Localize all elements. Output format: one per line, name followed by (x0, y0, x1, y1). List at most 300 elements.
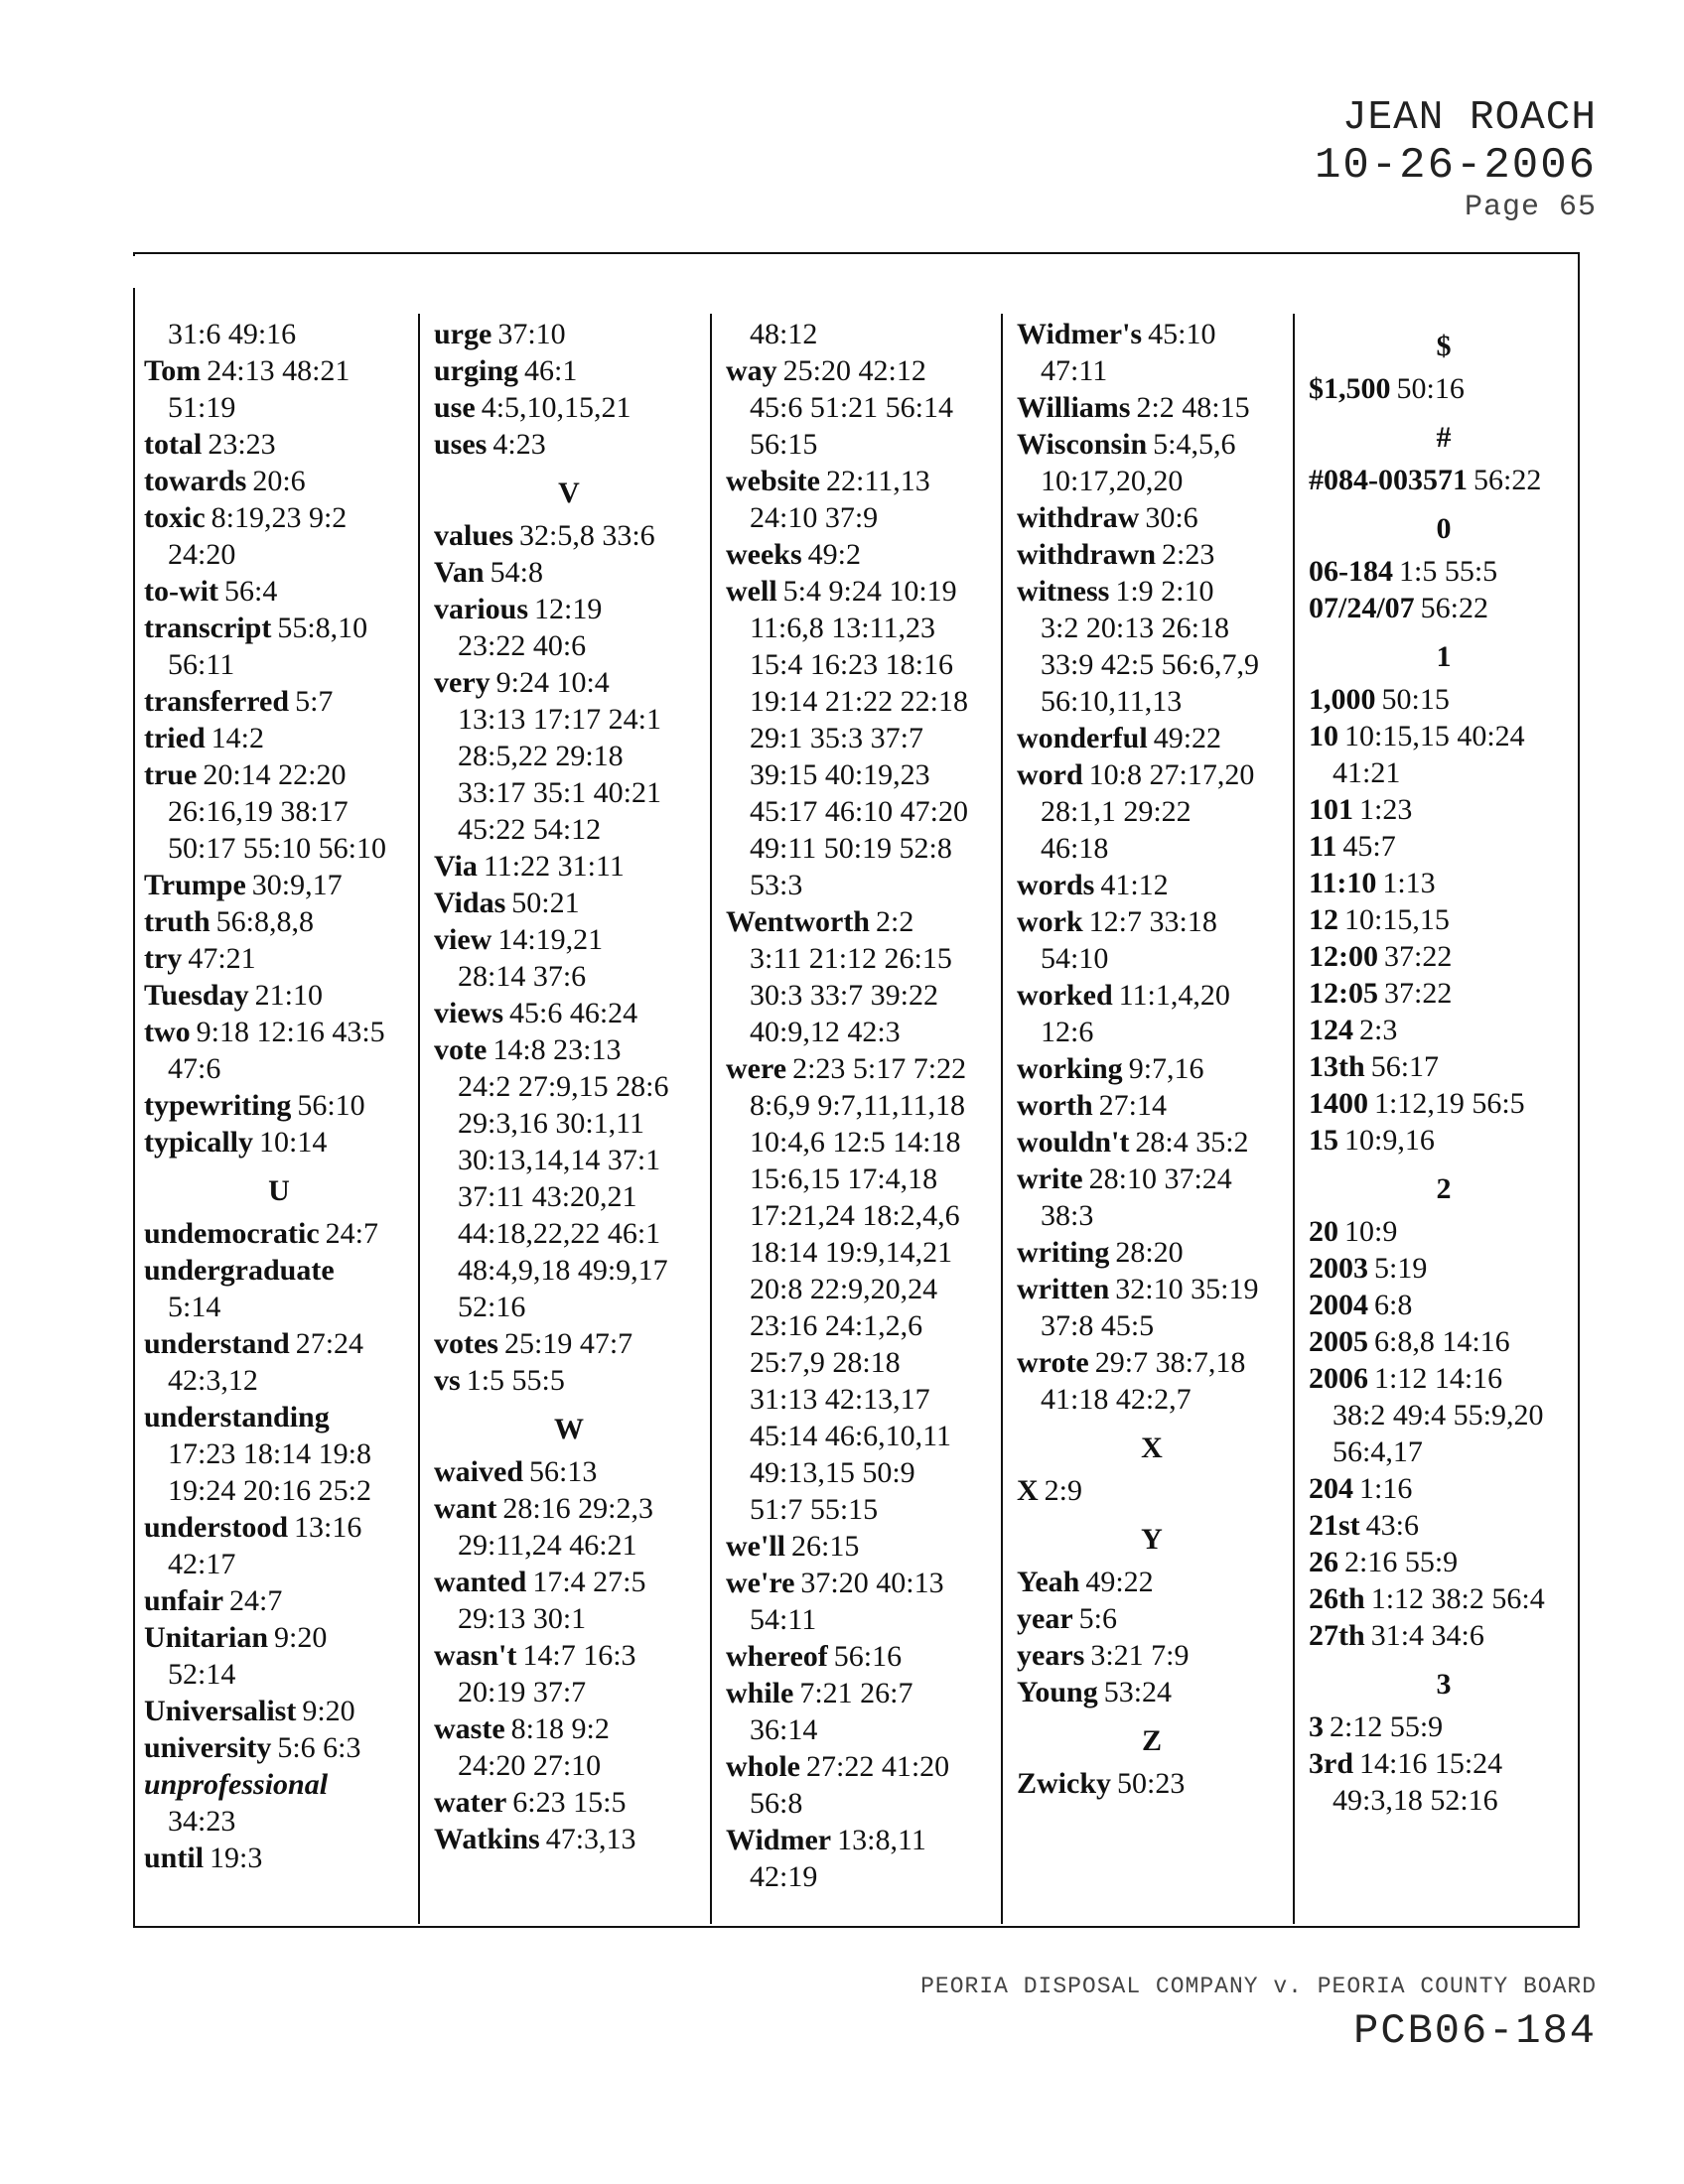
index-term: 13th (1309, 1050, 1365, 1083)
header-date: 10-26-2006 (1314, 141, 1597, 191)
index-entry (434, 352, 704, 389)
index-term: X (1017, 1474, 1039, 1507)
index-term: years (1017, 1639, 1085, 1672)
page-line-refs: 43:6 (1365, 1509, 1420, 1542)
page-line-refs: 41:12 (1100, 869, 1169, 901)
index-entry (1017, 1600, 1287, 1637)
index-entry (434, 1031, 704, 1068)
index-entry (144, 1325, 414, 1362)
entry-continuation: 41:21 (1333, 756, 1401, 789)
page-line-refs: 10:15,15 40:24 (1344, 720, 1525, 752)
index-entry (1309, 1470, 1579, 1507)
index-entry (1309, 938, 1579, 975)
entry-continuation: 52:16 (458, 1291, 526, 1323)
page-line-refs: 28:10 37:24 (1088, 1162, 1232, 1195)
page-line-refs: 56:13 (529, 1455, 598, 1488)
page-line-refs: 50:16 (1396, 372, 1465, 405)
page-line-refs: 22:11,13 (825, 465, 930, 497)
index-term: Wisconsin (1017, 428, 1148, 461)
entry-continuation: 45:22 54:12 (458, 813, 602, 846)
index-entry (1309, 1085, 1579, 1122)
index-term: various (434, 593, 529, 625)
index-term: Van (434, 556, 485, 589)
index-entry (1017, 1087, 1287, 1124)
page-line-refs: 25:20 42:12 (782, 354, 926, 387)
header-page-number: Page 65 (1464, 191, 1597, 224)
entry-continuation: 33:17 35:1 40:21 (458, 776, 662, 809)
index-entry (726, 903, 996, 940)
page-line-refs: 1:12 38:2 56:4 (1370, 1582, 1545, 1615)
page-line-refs: 37:22 (1384, 940, 1453, 973)
index-entry (144, 720, 414, 756)
entry-continuation: 51:7 55:15 (750, 1493, 879, 1526)
entry-continuation: 51:19 (168, 391, 236, 424)
index-entry (144, 1252, 414, 1289)
entry-continuation: 29:3,16 30:1,11 (458, 1107, 645, 1140)
column-divider (1001, 314, 1003, 1924)
entry-continuation: 5:14 (168, 1291, 221, 1323)
page-line-refs: 12:19 (534, 593, 603, 625)
index-entry (1017, 1637, 1287, 1674)
index-term: 2005 (1309, 1325, 1368, 1358)
entry-continuation: 12:6 (1041, 1016, 1094, 1048)
index-term: we're (726, 1567, 795, 1599)
page-line-refs: 6:23 15:5 (512, 1786, 627, 1819)
index-term: whole (726, 1750, 800, 1783)
index-term: Zwicky (1017, 1767, 1112, 1800)
entry-continuation: 45:6 51:21 56:14 (750, 391, 954, 424)
index-term: urging (434, 354, 519, 387)
index-term: 3 (1309, 1710, 1324, 1743)
page-line-refs: 11:22 31:11 (483, 850, 625, 883)
section-letter: V (558, 477, 580, 509)
index-entry (1309, 553, 1579, 590)
index-term: Universalist (144, 1695, 297, 1727)
index-entry (434, 591, 704, 627)
page-line-refs: 1:9 2:10 (1115, 575, 1214, 608)
index-entry (1017, 316, 1287, 352)
index-term: toxic (144, 501, 206, 534)
index-term: write (1017, 1162, 1083, 1195)
index-entry (144, 1399, 414, 1435)
page-line-refs: 9:20 (274, 1621, 328, 1654)
page-line-refs: 7:21 26:7 (799, 1677, 913, 1709)
entry-continuation: 47:11 (1041, 354, 1108, 387)
index-entry (1017, 1765, 1287, 1802)
index-term: Wentworth (726, 905, 870, 938)
index-entry (144, 1619, 414, 1656)
index-term: Widmer's (1017, 318, 1143, 350)
page-line-refs: 50:23 (1117, 1767, 1186, 1800)
page-line-refs: 14:7 16:3 (522, 1639, 636, 1672)
index-entry (1017, 1124, 1287, 1160)
index-entry (144, 426, 414, 463)
index-term: understanding (144, 1401, 330, 1433)
page-line-refs: 24:13 48:21 (207, 354, 351, 387)
page-line-refs: 21:10 (254, 979, 323, 1012)
page-line-refs: 1:16 (1359, 1472, 1413, 1505)
page-line-refs: 2:23 (1162, 538, 1215, 571)
index-entry (1017, 977, 1287, 1014)
index-entry (144, 1215, 414, 1252)
entry-continuation: 41:18 42:2,7 (1041, 1383, 1192, 1416)
index-term: total (144, 428, 203, 461)
index-entry (1017, 1344, 1287, 1381)
page-line-refs: 19:3 (210, 1842, 263, 1874)
page-line-refs: 2:12 55:9 (1330, 1710, 1444, 1743)
index-term: weeks (726, 538, 802, 571)
section-letter: 2 (1436, 1172, 1452, 1205)
frame-gap (123, 256, 139, 288)
index-entry (434, 848, 704, 885)
entry-continuation: 49:3,18 52:16 (1333, 1784, 1498, 1817)
page-line-refs: 13:8,11 (837, 1824, 926, 1856)
section-letter: U (268, 1174, 290, 1207)
index-term: waived (434, 1455, 523, 1488)
index-term: 1400 (1309, 1087, 1368, 1120)
index-term: website (726, 465, 820, 497)
index-entry (1017, 1674, 1287, 1710)
page-line-refs: 56:4 (223, 575, 278, 608)
entry-continuation: 38:2 49:4 55:9,20 (1333, 1399, 1544, 1432)
index-term: 101 (1309, 793, 1353, 826)
section-letter: Y (1141, 1523, 1163, 1556)
index-entry (1309, 1287, 1579, 1323)
section-letter: 1 (1436, 640, 1452, 673)
index-entry (434, 995, 704, 1031)
index-term: worked (1017, 979, 1113, 1012)
column-divider (710, 314, 712, 1924)
index-term: towards (144, 465, 247, 497)
header-witness-name: JEAN ROACH (1341, 95, 1597, 141)
index-term: vs (434, 1364, 461, 1397)
entry-continuation: 49:11 50:19 52:8 (750, 832, 952, 865)
page-line-refs: 2:16 55:9 (1344, 1546, 1459, 1578)
page-line-refs: 26:15 (791, 1530, 860, 1563)
page-line-refs: 47:21 (188, 942, 256, 975)
page-line-refs: 56:22 (1420, 592, 1489, 624)
index-term: 20 (1309, 1215, 1338, 1248)
entry-continuation: 34:23 (168, 1805, 236, 1838)
page-line-refs: 28:4 35:2 (1135, 1126, 1249, 1159)
index-entry (144, 683, 414, 720)
entry-continuation: 54:11 (750, 1603, 817, 1636)
section-letter: 0 (1436, 512, 1452, 545)
page-line-refs: 4:23 (492, 428, 546, 461)
index-entry (1309, 901, 1579, 938)
page-line-refs: 50:21 (511, 887, 580, 919)
index-term: Tuesday (144, 979, 249, 1012)
index-term: 10 (1309, 720, 1338, 752)
index-entry (434, 1362, 704, 1399)
page-line-refs: 2:2 (876, 905, 914, 938)
page-line-refs: 10:15,15 (1344, 903, 1450, 936)
page-line-refs: 2:9 (1044, 1474, 1083, 1507)
section-letter: 3 (1436, 1668, 1452, 1701)
page-line-refs: 1:23 (1359, 793, 1413, 826)
index-entry (144, 1840, 414, 1876)
index-term: wanted (434, 1566, 527, 1598)
page-line-refs: 27:14 (1098, 1089, 1167, 1122)
entry-continuation: 45:17 46:10 47:20 (750, 795, 969, 828)
index-term: 1,000 (1309, 683, 1376, 716)
entry-continuation: 8:6,9 9:7,11,11,18 (750, 1089, 965, 1122)
index-entry (1309, 370, 1579, 407)
index-entry (434, 664, 704, 701)
index-entry (1017, 720, 1287, 756)
page-line-refs: 8:19,23 9:2 (210, 501, 348, 534)
index-entry (434, 554, 704, 591)
index-entry (144, 1582, 414, 1619)
index-term: 3rd (1309, 1747, 1353, 1780)
section-letter: # (1436, 421, 1452, 454)
index-term: work (1017, 905, 1083, 938)
index-term: 124 (1309, 1014, 1353, 1046)
entry-continuation: 28:1,1 29:22 (1041, 795, 1192, 828)
index-entry (1017, 536, 1287, 573)
index-entry (1309, 462, 1579, 498)
page-line-refs: 3:21 7:9 (1090, 1639, 1190, 1672)
index-term: way (726, 354, 777, 387)
index-entry (1309, 1012, 1579, 1048)
index-entry (1309, 1213, 1579, 1250)
index-entry (144, 610, 414, 646)
index-entry (434, 1821, 704, 1857)
index-term: try (144, 942, 183, 975)
index-entry (144, 1766, 414, 1803)
page-line-refs: 1:5 55:5 (1399, 555, 1498, 588)
index-term: transferred (144, 685, 290, 718)
index-term: transcript (144, 612, 272, 644)
page-line-refs: 27:24 (295, 1327, 364, 1360)
index-term: Trumpe (144, 869, 246, 901)
index-entry (1017, 867, 1287, 903)
index-entry (726, 1565, 996, 1601)
index-entry (434, 1453, 704, 1490)
index-term: very (434, 666, 491, 699)
column-divider (418, 314, 420, 1924)
index-entry (144, 903, 414, 940)
index-entry (434, 1784, 704, 1821)
entry-continuation: 56:10,11,13 (1041, 685, 1183, 718)
index-term: 15 (1309, 1124, 1338, 1157)
index-term: to-wit (144, 575, 218, 608)
index-entry (1309, 1708, 1579, 1745)
page-line-refs: 1:13 (1382, 867, 1436, 899)
page-line-refs: 32:5,8 33:6 (519, 519, 655, 552)
index-term: 2006 (1309, 1362, 1368, 1395)
index-entry (144, 977, 414, 1014)
page-line-refs: 14:19,21 (497, 923, 604, 956)
index-term: $1,500 (1309, 372, 1391, 405)
index-term: we'll (726, 1530, 785, 1563)
entry-continuation: 13:13 17:17 24:1 (458, 703, 662, 736)
index-term: Watkins (434, 1823, 540, 1855)
entry-continuation: 36:14 (750, 1713, 818, 1746)
index-term: typewriting (144, 1089, 292, 1122)
entry-continuation: 48:12 (750, 318, 818, 350)
index-entry (1017, 426, 1287, 463)
entry-continuation: 46:18 (1041, 832, 1109, 865)
index-entry (144, 499, 414, 536)
index-entry (1309, 975, 1579, 1012)
index-term: undemocratic (144, 1217, 320, 1250)
page-line-refs: 5:6 (1078, 1602, 1117, 1635)
index-term: witness (1017, 575, 1110, 608)
page-line-refs: 10:8 27:17,20 (1088, 758, 1255, 791)
column-divider (1293, 314, 1295, 1924)
index-term: while (726, 1677, 794, 1709)
page-line-refs: 25:19 47:7 (503, 1327, 633, 1360)
entry-continuation: 18:14 19:9,14,21 (750, 1236, 953, 1269)
entry-continuation: 38:3 (1041, 1199, 1094, 1232)
index-entry (434, 316, 704, 352)
page-line-refs: 49:2 (807, 538, 861, 571)
index-entry (726, 463, 996, 499)
entry-continuation: 3:2 20:13 26:18 (1041, 612, 1230, 644)
index-term: words (1017, 869, 1095, 901)
entry-continuation: 37:11 43:20,21 (458, 1180, 637, 1213)
index-entry (1309, 1544, 1579, 1580)
index-entry (1017, 1160, 1287, 1197)
index-term: waste (434, 1712, 505, 1745)
page-line-refs: 45:7 (1342, 830, 1396, 863)
page-line-refs: 5:19 (1374, 1252, 1428, 1285)
index-term: written (1017, 1273, 1110, 1305)
index-term: university (144, 1731, 272, 1764)
page-line-refs: 1:12 14:16 (1374, 1362, 1503, 1395)
index-entry (1309, 791, 1579, 828)
entry-continuation: 23:22 40:6 (458, 629, 587, 662)
section-letter: Z (1141, 1724, 1162, 1757)
index-term: votes (434, 1327, 498, 1360)
entry-continuation: 44:18,22,22 46:1 (458, 1217, 661, 1250)
entry-continuation: 56:11 (168, 648, 235, 681)
page-line-refs: 20:14 22:20 (203, 758, 347, 791)
index-term: truth (144, 905, 210, 938)
index-entry (1309, 1580, 1579, 1617)
page-line-refs: 45:6 46:24 (509, 997, 638, 1029)
index-entry (434, 389, 704, 426)
page-line-refs: 13:16 (294, 1511, 362, 1544)
page-line-refs: 53:24 (1103, 1676, 1173, 1708)
index-term: unfair (144, 1584, 224, 1617)
index-column-1 (144, 316, 414, 1876)
entry-continuation: 31:6 49:16 (168, 318, 297, 350)
entry-continuation: 53:3 (750, 869, 803, 901)
index-term: withdraw (1017, 501, 1140, 534)
index-term: 27th (1309, 1619, 1365, 1652)
index-term: whereof (726, 1640, 828, 1673)
index-column-4 (1017, 316, 1287, 1802)
index-entry (144, 867, 414, 903)
index-term: undergraduate (144, 1254, 335, 1287)
index-entry (1309, 1323, 1579, 1360)
section-letter: $ (1436, 330, 1452, 362)
page-line-refs: 49:22 (1085, 1566, 1154, 1598)
page-line-refs: 56:10 (297, 1089, 365, 1122)
index-entry (144, 1124, 414, 1160)
index-entry (1309, 1745, 1579, 1782)
index-term: values (434, 519, 514, 552)
page-line-refs: 5:7 (295, 685, 334, 718)
page-line-refs: 37:22 (1384, 977, 1453, 1010)
index-term: use (434, 391, 476, 424)
index-term: well (726, 575, 777, 608)
entry-continuation: 26:16,19 38:17 (168, 795, 349, 828)
page-line-refs: 28:20 (1115, 1236, 1184, 1269)
entry-continuation: 28:14 37:6 (458, 960, 587, 993)
index-entry (1017, 1050, 1287, 1087)
entry-continuation: 42:3,12 (168, 1364, 258, 1397)
entry-continuation: 28:5,22 29:18 (458, 740, 624, 772)
index-term: writing (1017, 1236, 1110, 1269)
entry-continuation: 10:17,20,20 (1041, 465, 1184, 497)
entry-continuation: 49:13,15 50:9 (750, 1456, 915, 1489)
page-line-refs: 6:8 (1374, 1289, 1413, 1321)
index-term: Williams (1017, 391, 1131, 424)
page-line-refs: 5:6 6:3 (277, 1731, 361, 1764)
page-line-refs: 29:7 38:7,18 (1094, 1346, 1246, 1379)
entry-continuation: 47:6 (168, 1052, 221, 1085)
index-term: Widmer (726, 1824, 832, 1856)
index-term: 11 (1309, 830, 1337, 863)
page-line-refs: 20:6 (252, 465, 306, 497)
index-entry (434, 1564, 704, 1600)
index-term: Young (1017, 1676, 1098, 1708)
index-entry (434, 1637, 704, 1674)
index-entry (144, 1693, 414, 1729)
index-column-5 (1309, 316, 1579, 1819)
page-line-refs: 2:2 48:15 (1136, 391, 1250, 424)
index-entry (1017, 756, 1287, 793)
index-term: two (144, 1016, 191, 1048)
index-entry (1017, 1564, 1287, 1600)
index-entry (1017, 1271, 1287, 1307)
index-term: Vidas (434, 887, 506, 919)
index-term: uses (434, 428, 488, 461)
index-entry (726, 1822, 996, 1858)
index-term: vote (434, 1033, 488, 1066)
entry-continuation: 20:19 37:7 (458, 1676, 587, 1708)
page-line-refs: 1:5 55:5 (466, 1364, 565, 1397)
footer-case-number: PCB06-184 (1353, 2007, 1597, 2055)
index-term: view (434, 923, 492, 956)
page-line-refs: 37:10 (497, 318, 566, 350)
page-line-refs: 47:3,13 (545, 1823, 636, 1855)
index-column-2 (434, 316, 704, 1857)
entry-continuation: 24:20 27:10 (458, 1749, 602, 1782)
entry-continuation: 50:17 55:10 56:10 (168, 832, 387, 865)
entry-continuation: 48:4,9,18 49:9,17 (458, 1254, 668, 1287)
index-entry (434, 517, 704, 554)
entry-continuation: 56:8 (750, 1787, 803, 1820)
entry-continuation: 42:17 (168, 1548, 236, 1580)
index-entry (1309, 828, 1579, 865)
index-term: views (434, 997, 503, 1029)
page-line-refs: 50:15 (1381, 683, 1450, 716)
page-line-refs: 27:22 41:20 (806, 1750, 950, 1783)
page-line-refs: 8:18 9:2 (510, 1712, 610, 1745)
page-line-refs: 9:20 (302, 1695, 355, 1727)
index-entry (1309, 1250, 1579, 1287)
index-term: 12:00 (1309, 940, 1378, 973)
index-entry (1309, 718, 1579, 754)
page-line-refs: 31:4 34:6 (1370, 1619, 1484, 1652)
index-entry (144, 756, 414, 793)
index-term: worth (1017, 1089, 1093, 1122)
page-line-refs: 56:22 (1474, 464, 1542, 496)
